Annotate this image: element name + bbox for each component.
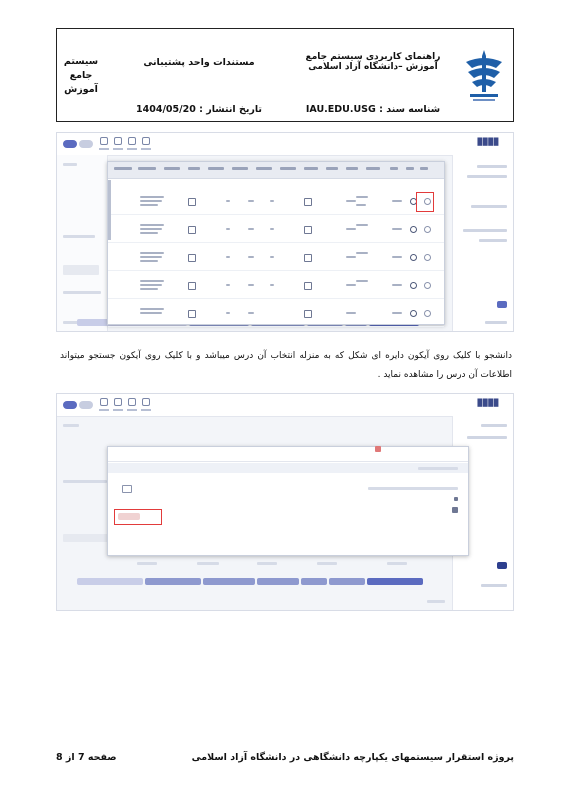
- course-row[interactable]: [108, 188, 444, 215]
- app-left-panel: [57, 155, 108, 331]
- print-icon[interactable]: [99, 137, 109, 151]
- modal-scrollbar[interactable]: [108, 180, 111, 240]
- search-icon[interactable]: [410, 226, 417, 233]
- mail-icon[interactable]: [141, 137, 151, 151]
- screenshot-course-details: [56, 393, 514, 611]
- close-icon[interactable]: [122, 485, 132, 493]
- document-footer: [56, 752, 514, 768]
- select-radio-icon[interactable]: [424, 310, 431, 317]
- course-list-modal: [107, 161, 445, 325]
- select-radio-icon[interactable]: [424, 282, 431, 289]
- doc-id: شناسه سند : IAU.EDU.USG: [305, 103, 441, 115]
- university-logo-icon: [462, 46, 506, 106]
- mail-icon[interactable]: [141, 398, 151, 412]
- course-details-modal: [107, 446, 469, 556]
- print-icon[interactable]: [99, 398, 109, 412]
- search-icon[interactable]: [410, 254, 417, 261]
- system-name: سیستم جامع آموزش: [63, 56, 99, 95]
- page-number: صفحه 7 از 8: [56, 752, 117, 763]
- select-radio-icon[interactable]: [424, 254, 431, 261]
- document-icon[interactable]: [113, 398, 123, 412]
- instruction-paragraph: دانشجو با کلیک روی آیکون دایره ای شکل که به منزله انتخاب آن درس میباشد و با کلیک روی آیکون جستجو میتواند اطلاعات آن درس را مشاهده نماید .: [60, 351, 512, 380]
- highlight-box: [416, 192, 434, 212]
- search-icon[interactable]: [410, 282, 417, 289]
- select-radio-icon[interactable]: [424, 226, 431, 233]
- course-row[interactable]: [108, 272, 444, 299]
- app-brand-logo: ▉▉▉▉: [477, 138, 499, 146]
- highlight-box: [114, 509, 162, 525]
- course-row[interactable]: [108, 216, 444, 243]
- course-table-header: [108, 162, 444, 179]
- document-icon[interactable]: [113, 137, 123, 151]
- publish-date: تاریخ انتشار : 1404/05/20: [136, 103, 262, 115]
- course-row[interactable]: [108, 244, 444, 271]
- app-topbar: [57, 394, 513, 417]
- profile-icon[interactable]: [127, 398, 137, 412]
- guide-title: راهنمای کاربردی سیستم جامع آموزش –دانشگاه آزاد اسلامی: [305, 52, 441, 72]
- screenshot-course-list: [56, 132, 514, 332]
- document-header: [56, 28, 514, 122]
- university-logo: [453, 29, 515, 123]
- app-sidebar: [452, 155, 513, 331]
- search-icon[interactable]: [410, 310, 417, 317]
- info-icon: [452, 507, 458, 513]
- course-row[interactable]: [108, 300, 444, 327]
- app-brand-logo: ▉▉▉▉: [477, 399, 499, 407]
- profile-icon[interactable]: [127, 137, 137, 151]
- app-topbar: [57, 133, 513, 156]
- footer-project-text: پروژه استقرار سیستمهای یکپارچه دانشگاهی در دانشگاه آزاد اسلامی: [191, 752, 514, 763]
- doc-category: مستندات واحد پشتیبانی: [143, 56, 255, 68]
